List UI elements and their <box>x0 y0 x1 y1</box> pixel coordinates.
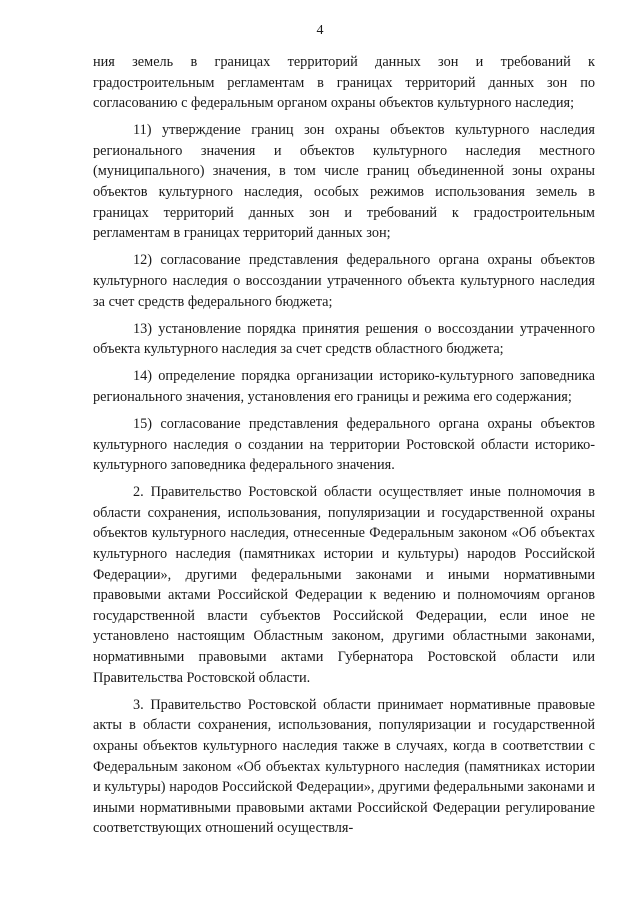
list-item-12: 12) согласование представления федерального органа охраны объектов культурного наследия о воссоздании утраченного объекта культурного наследия за счет средств федерального бюджета; <box>93 252 595 310</box>
list-item-13: 13) установление порядка принятия решения о воссоздании утраченного объекта культурного наследия за счет средств областного бюджета; <box>93 320 595 358</box>
paragraph-continuation: ния земель в границах территорий данных зон и требований к градостроительным регламентам в границах территорий данных зон по согласованию с федеральным органом охраны объектов культурного наследия; <box>93 54 595 112</box>
list-item-14: 14) определение порядка организации историко-культурного заповедника регионального значения, установления его границы и режима его содержания; <box>93 368 595 405</box>
list-item-11: 11) утверждение границ зон охраны объектов культурного наследия регионального значения и объектов культурного наследия местного (муниципального) значения, в том числе границ объединенной зоны охраны объектов культурного наследия, особых режимов использования земель в границах территорий данных зон и требований к градостроительным регламентам в границах территорий данных зон; <box>93 122 595 242</box>
document-body <box>93 52 595 845</box>
page-number: 4 <box>316 23 324 38</box>
section-2-paragraph: 2. Правительство Ростовской области осуществляет иные полномочия в области сохранения, использования, популяризации и государственной охраны объектов культурного наследия, отнесенные Федеральным законом «Об объектах культурного наследия (памятниках истории и культуры) народов Российской Федерации», другими федеральными законами и иными нормативными правовыми актами Российской Федерации к ведению и полномочиям органов государственной власти субъектов Российской Федерации, если иное не установлено настоящим Областным законом, другими областными законами, нормативными правовыми актами Губернатора Ростовской области или Правительства Ростовской области. <box>93 484 595 686</box>
section-3-paragraph: 3. Правительство Ростовской области принимает нормативные правовые акты в области сохранения, использования, популяризации и государственной охраны объектов культурного наследия также в случаях, когда в соответствии с Федеральным законом «Об объектах культурного наследия (памятниках истории и культуры) народов Российской Федерации», другими федеральными законами и иными нормативными правовыми актами Российской Федерации регулирование соответствующих отношений осуществля- <box>93 696 595 837</box>
list-item-15: 15) согласование представления федерального органа охраны объектов культурного наследия о создании на территории Ростовской области историко-культурного заповедника федерального значения. <box>93 416 595 474</box>
